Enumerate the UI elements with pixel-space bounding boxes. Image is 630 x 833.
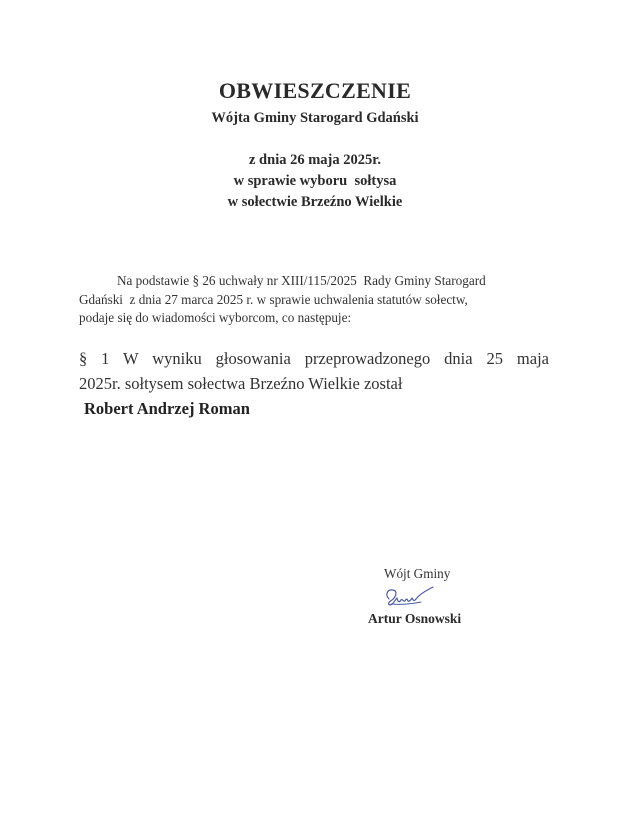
heading-village: w sołectwie Brzeźno Wielkie — [227, 194, 403, 210]
notice-heading — [0, 150, 630, 213]
intro-paragraph — [79, 272, 559, 328]
section-line: § 1 W wyniku głosowania przeprowadzonego dnia 25 maja — [79, 349, 549, 368]
signatory-name: Artur Osnowski — [368, 611, 462, 626]
document-title: OBWIESZCZENIE — [218, 78, 412, 103]
section-line: 2025r. sołtysem sołectwa Brzeźno Wielkie został — [79, 374, 403, 393]
signature-title: Wójt Gminy — [384, 566, 451, 581]
heading-date: z dnia 26 maja 2025r. — [249, 152, 381, 168]
handwritten-signature — [381, 583, 437, 613]
heading-subject: w sprawie wyboru sołtysa — [233, 173, 397, 189]
section-1-paragraph — [79, 346, 549, 421]
intro-line: Na podstawie § 26 uchwały nr XIII/115/2025 Rady Gminy Starogard — [117, 273, 486, 288]
intro-line: Gdański z dnia 27 marca 2025 r. w sprawie uchwalenia statutów sołectw, — [79, 291, 468, 307]
intro-line: podaje się do wiadomości wyborcom, co następuje: — [79, 310, 352, 325]
issuer-line: Wójta Gminy Starogard Gdański — [211, 110, 419, 126]
elected-name: Robert Andrzej Roman — [84, 399, 250, 418]
